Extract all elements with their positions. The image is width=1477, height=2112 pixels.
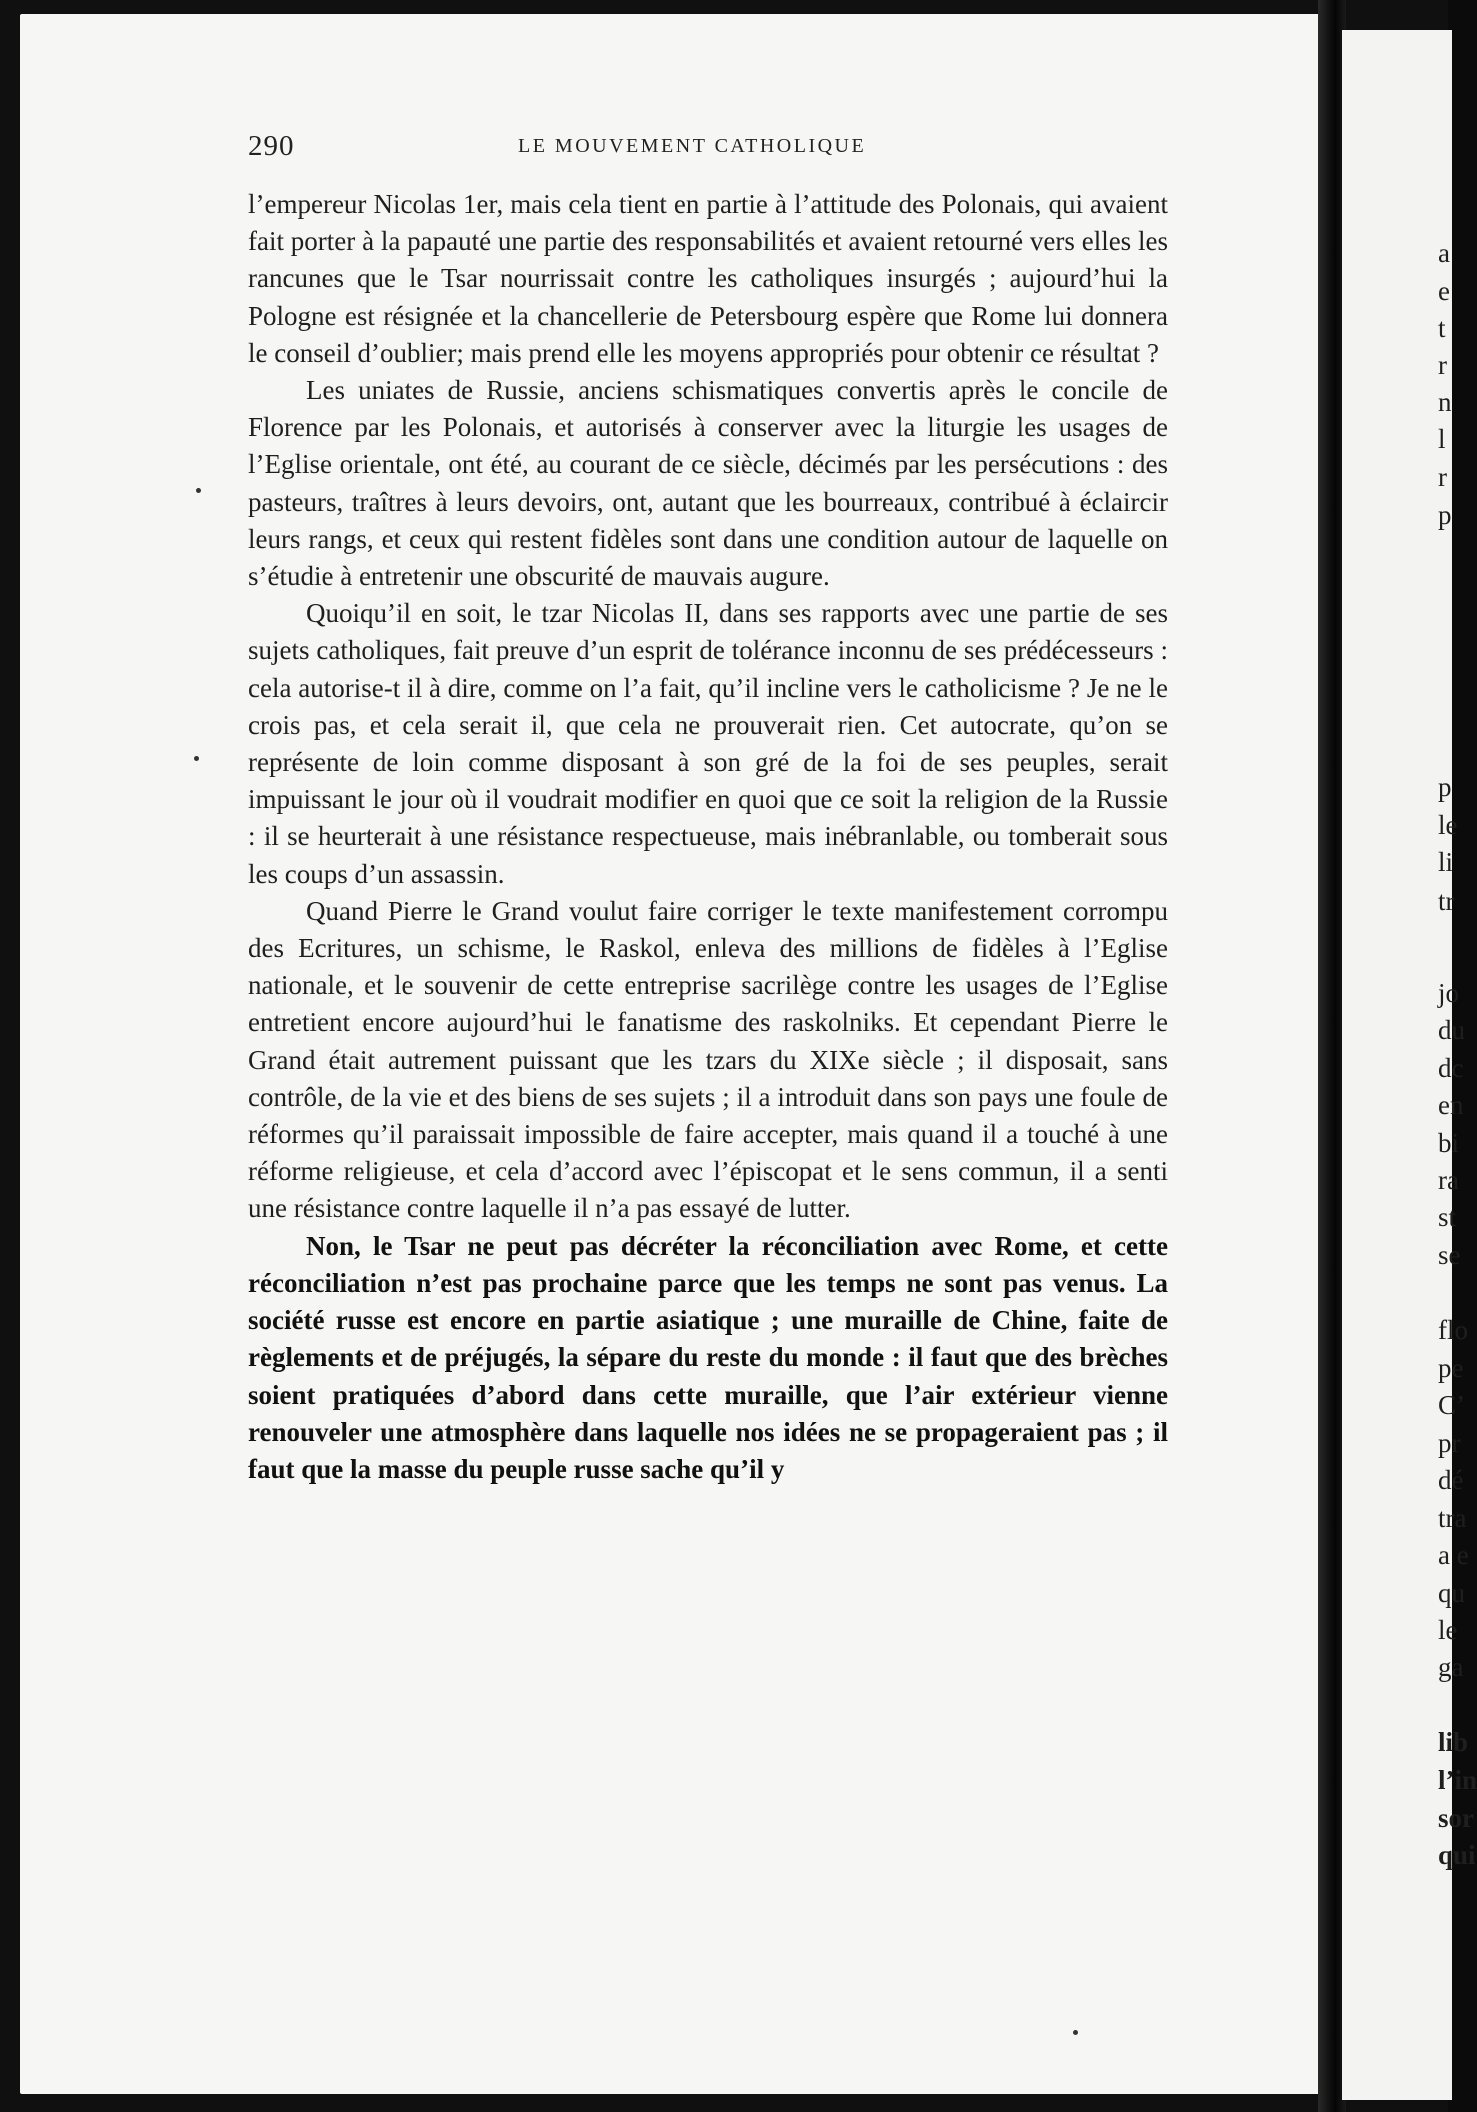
fragment: tra (1438, 1503, 1467, 1533)
paragraph-2: Les uniates de Russie, anciens schismatiques convertis après le concile de Florence par les Polonais, et autorisés à conserver avec la liturgie les usages de l’Eglise orientale, ont été, au courant de ce siècle, décimés par les persécutions : des pasteurs, traîtres à leurs devoirs, ont, autant que les bourreaux, contribué à éclaircir leurs rangs, et ceux qui restent fidèles sont dans une condition autour de laquelle on s’étudie à entretenir une obscurité de mauvais augure. (248, 375, 1168, 592)
fragment: r (1438, 350, 1447, 380)
fragment: C’ (1438, 1390, 1465, 1420)
fragment: pr (1438, 1428, 1461, 1458)
running-title: LE MOUVEMENT CATHOLIQUE (518, 135, 867, 157)
fragment: e (1438, 276, 1450, 306)
fragment: p (1438, 500, 1452, 530)
fragment: l’in (1438, 1765, 1477, 1795)
fragment: le (1438, 1615, 1458, 1645)
fragment: qu (1438, 1578, 1465, 1608)
fragment: qui (1438, 1840, 1476, 1870)
fragment: li (1438, 847, 1454, 877)
fragment: a (1438, 238, 1450, 268)
fragment: ga (1438, 1652, 1464, 1682)
fragment: p (1438, 772, 1452, 802)
fragment: tr (1438, 886, 1455, 916)
fragment: le (1438, 810, 1458, 840)
fragment: jo (1438, 978, 1460, 1008)
fragment: l (1438, 424, 1446, 454)
fragment: dé (1438, 1465, 1464, 1495)
fragment: lib (1438, 1727, 1469, 1757)
paragraph-3: Quoiqu’il en soit, le tzar Nicolas II, dans ses rapports avec une partie de ses sujets catholiques, fait preuve d’un esprit de tolérance inconnu de ses prédécesseurs : cela autorise-t il à dire, comme on l’a fait, qu’il incline vers le catholicisme ? Je ne le crois pas, et cela serait il, que cela ne prouverait rien. Cet autocrate, qu’on se représente de loin comme disposant à son gré de la foi de ses peuples, serait impuissant le jour où il voudrait modifier en quoi que ce soit la religion de la Russie : il se heurterait à une résistance respectueuse, mais inébranlable, ou tomberait sous les coups d’un assassin. (248, 598, 1168, 889)
page-number: 290 (248, 130, 295, 162)
fragment: r (1438, 462, 1447, 492)
fragment: t (1438, 313, 1446, 343)
fragment: n (1438, 387, 1452, 417)
fragment: a e (1438, 1540, 1469, 1570)
fragment: flo (1438, 1315, 1468, 1345)
fragment: en (1438, 1090, 1464, 1120)
fragment: dc (1438, 1053, 1464, 1083)
fragment: du (1438, 1015, 1465, 1045)
paragraph-1: l’empereur Nicolas 1er, mais cela tient en partie à l’attitude des Polonais, qui avaient fait porter à la papauté une partie des responsabilités et avaient retourné vers elles les rancunes que le Tsar nourrissait contre les catholiques insurgés ; aujourd’hui la Pologne est résignée et la chancellerie de Petersbourg espère que Rome lui donnera le conseil d’oublier; mais prend elle les moyens appropriés pour obtenir ce résultat ? (248, 189, 1168, 368)
scan-speck (1073, 2030, 1078, 2035)
right-page-edge (1342, 30, 1452, 2100)
paragraph-5: Non, le Tsar ne peut pas décréter la réconciliation avec Rome, et cette réconciliation n’est pas prochaine parce que les temps ne sont pas venus. La société russe est encore en partie asiatique ; une muraille de Chine, faite de règlements et de préjugés, la sépare du reste du monde : il faut que des brèches soient pratiquées d’abord dans cette muraille, que l’air extérieur vienne renouveler une atmosphère dans laquelle nos idées ne se propageraient pas ; il faut que la masse du peuple russe sache qu’il y (248, 1230, 1168, 1484)
fragment: bi (1438, 1128, 1460, 1158)
fragment: sor (1438, 1803, 1474, 1833)
scan-speck (194, 756, 199, 761)
fragment: st (1438, 1202, 1457, 1232)
scan-speck (196, 488, 201, 493)
fragment: ra (1438, 1165, 1459, 1195)
body-text (248, 186, 1168, 1488)
paragraph-4: Quand Pierre le Grand voulut faire corriger le texte manifestement corrompu des Ecritures, un schisme, le Raskol, enleva des millions de fidèles à l’Eglise nationale, et le souvenir de cette entreprise sacrilège contre les usages de l’Eglise entretient encore aujourd’hui le fanatisme des raskolniks. Et cependant Pierre le Grand était autrement puissant que les tzars du XIXe siècle ; il disposait, sans contrôle, de la vie et des biens de ses sujets ; il a introduit dans son pays une foule de réformes qu’il paraissait impossible de faire accepter, mais quand il a touché à une réforme religieuse, et cela d’accord avec l’épiscopat et le sens commun, il a senti une résistance contre laquelle il n’a pas essayé de lutter. (248, 895, 1168, 1224)
fragment: pe (1438, 1353, 1464, 1383)
page-header (248, 130, 1168, 170)
fragment: se (1438, 1240, 1461, 1270)
